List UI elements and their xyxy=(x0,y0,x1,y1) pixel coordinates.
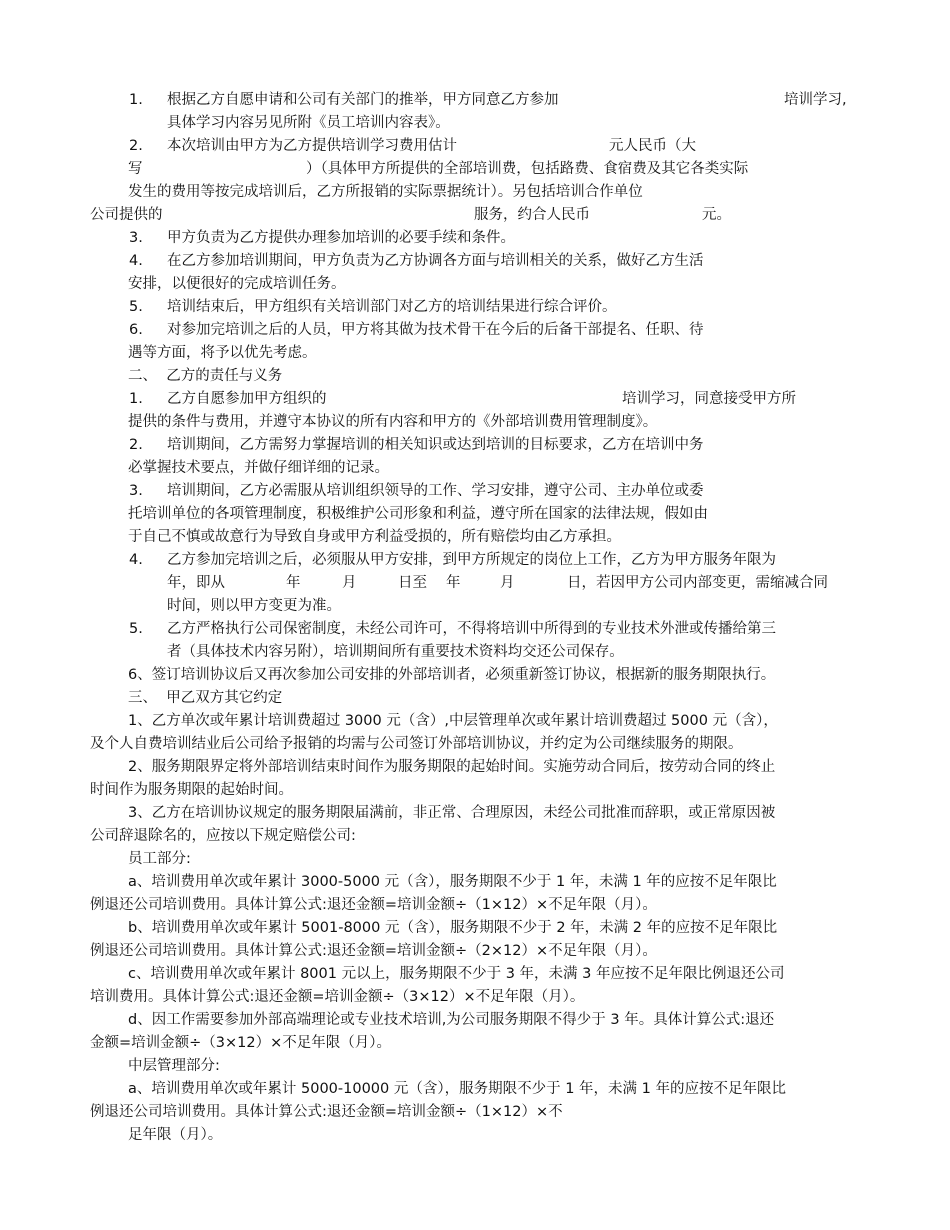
item-number: 2. xyxy=(129,437,143,453)
paragraph-line: 培训期间，乙方必需服从培训组织领导的工作、学习安排，遵守公司、主办单位或委 xyxy=(167,483,704,499)
item-number: 6. xyxy=(129,322,143,338)
paragraph-line: c、培训费用单次或年累计 8001 元以上，服务期限不少于 3 年，未满 3 年应按不足年限比例退还公司 xyxy=(128,966,785,982)
item-number: 5. xyxy=(129,621,143,637)
item-number: 4. xyxy=(129,552,143,568)
section-heading: 二、 乙方的责任与义务 xyxy=(128,368,283,384)
paragraph-line: a、培训费用单次或年累计 3000-5000 元（含），服务期限不少于 1 年，未满 1 年的应按不足年限比 xyxy=(128,874,777,890)
subsection-heading: 员工部分: xyxy=(128,851,191,867)
paragraph-line: 遇等方面，将予以优先考虑。 xyxy=(128,345,317,361)
paragraph-line: 日，若因甲方公司内部变更，需缩减合同 xyxy=(567,575,828,591)
paragraph-line: 1、乙方单次或年累计培训费超过 3000 元（含）,中层管理单次或年累计培训费超过 5000 元（含）， xyxy=(128,713,778,729)
paragraph-line: 例退还公司培训费用。具体计算公式:退还金额=培训金额÷（1×12）×不 xyxy=(90,1104,563,1120)
paragraph-line: b、培训费用单次或年累计 5001-8000 元（含），服务期限不少于 2 年，未满 2 年的应按不足年限比 xyxy=(128,920,778,936)
paragraph-line: 月 xyxy=(342,575,357,591)
paragraph-line: 元。 xyxy=(702,207,731,223)
paragraph-line: 元人民币（大 xyxy=(609,138,696,154)
item-number: 3. xyxy=(129,230,143,246)
item-number: 1. xyxy=(129,92,143,108)
paragraph-line: 在乙方参加培训期间，甲方负责为乙方协调各方面与培训相关的关系，做好乙方生活 xyxy=(167,253,704,269)
paragraph-line: 服务，约合人民币 xyxy=(474,207,590,223)
item-number: 2. xyxy=(129,138,143,154)
paragraph-line: 年，即从 xyxy=(167,575,225,591)
paragraph-line: 必掌握技术要点，并做仔细详细的记录。 xyxy=(128,460,389,476)
paragraph-line: 时间作为服务期限的起始时间。 xyxy=(90,782,293,798)
paragraph-line: 及个人自费培训结业后公司给予报销的均需与公司签订外部培训协议，并约定为公司继续服务的期限。 xyxy=(90,736,743,752)
paragraph-line: 乙方参加完培训之后，必须服从甲方安排，到甲方所规定的岗位上工作，乙方为甲方服务年限为 xyxy=(167,552,776,568)
paragraph-line: 培训学习, xyxy=(784,92,847,108)
paragraph-line: 写 xyxy=(128,161,143,177)
subsection-heading: 中层管理部分: xyxy=(128,1058,220,1074)
paragraph-line: 提供的条件与费用，并遵守本协议的所有内容和甲方的《外部培训费用管理制度》。 xyxy=(128,414,658,430)
paragraph-line: 月 xyxy=(500,575,515,591)
paragraph-line: 乙方严格执行公司保密制度，未经公司许可，不得将培训中所得到的专业技术外泄或传播给第三 xyxy=(167,621,776,637)
paragraph-line: 托培训单位的各项管理制度，积极维护公司形象和利益，遵守所在国家的法律法规，假如由 xyxy=(128,506,708,522)
paragraph-line: 甲方负责为乙方提供办理参加培训的必要手续和条件。 xyxy=(167,230,515,246)
paragraph-line: 时间，则以甲方变更为准。 xyxy=(167,598,341,614)
item-number: 4. xyxy=(129,253,143,269)
paragraph-line: 例退还公司培训费用。具体计算公式:退还金额=培训金额÷（2×12）×不足年限（月）。 xyxy=(90,943,657,959)
paragraph-line: 金额=培训金额÷（3×12）×不足年限（月）。 xyxy=(90,1035,392,1051)
paragraph-line: 培训期间，乙方需努力掌握培训的相关知识或达到培训的目标要求，乙方在培训中务 xyxy=(167,437,704,453)
paragraph-line: 年 xyxy=(446,575,461,591)
paragraph-line: 对参加完培训之后的人员，甲方将其做为技术骨干在今后的后备干部提名、任职、待 xyxy=(167,322,704,338)
item-number: 5. xyxy=(129,299,143,315)
section-heading: 三、 甲乙双方其它约定 xyxy=(128,690,283,706)
paragraph-line: 发生的费用等按完成培训后，乙方所报销的实际票据统计）。另包括培训合作单位 xyxy=(128,184,643,200)
paragraph-line: 公司提供的 xyxy=(90,207,163,223)
paragraph-line: 2、服务期限界定将外部培训结束时间作为服务期限的起始时间。实施劳动合同后，按劳动合同的终止 xyxy=(128,759,776,775)
paragraph-line: 培训费用。具体计算公式:退还金额=培训金额÷（3×12）×不足年限（月）。 xyxy=(90,989,585,1005)
paragraph-line: 足年限（月）。 xyxy=(128,1127,223,1143)
paragraph-line: 6、签订培训协议后又再次参加公司安排的外部培训者，必须重新签订协议，根据新的服务期限执行。 xyxy=(128,667,776,683)
paragraph-line: a、培训费用单次或年累计 5000-10000 元（含），服务期限不少于 1 年，未满 1 年的应按不足年限比 xyxy=(128,1081,786,1097)
paragraph-line: 乙方自愿参加甲方组织的 xyxy=(167,391,327,407)
paragraph-line: d、因工作需要参加外部高端理论或专业技术培训,为公司服务期限不得少于 3 年。具体计算公式:退还 xyxy=(128,1012,775,1028)
paragraph-line: 于自己不慎或故意行为导致自身或甲方利益受损的，所有赔偿均由乙方承担。 xyxy=(128,529,621,545)
paragraph-line: 例退还公司培训费用。具体计算公式:退还金额=培训金额÷（1×12）×不足年限（月）。 xyxy=(90,897,657,913)
paragraph-line: 具体学习内容另见所附《员工培训内容表》。 xyxy=(167,115,450,131)
paragraph-line: 本次培训由甲方为乙方提供培训学习费用估计 xyxy=(167,138,457,154)
paragraph-line: ）（具体甲方所提供的全部培训费，包括路费、食宿费及其它各类实际 xyxy=(306,161,749,177)
paragraph-line: 公司辞退除名的，应按以下规定赔偿公司: xyxy=(90,828,356,844)
paragraph-line: 日至 xyxy=(398,575,427,591)
paragraph-line: 培训结束后，甲方组织有关培训部门对乙方的培训结果进行综合评价。 xyxy=(167,299,617,315)
paragraph-line: 安排，以便很好的完成培训任务。 xyxy=(128,276,346,292)
paragraph-line: 根据乙方自愿申请和公司有关部门的推举，甲方同意乙方参加 xyxy=(167,92,559,108)
paragraph-line: 3、乙方在培训协议规定的服务期限届满前，非正常、合理原因，未经公司批准而辞职，或正常原因被 xyxy=(128,805,776,821)
paragraph-line: 年 xyxy=(286,575,301,591)
paragraph-line: 培训学习，同意接受甲方所 xyxy=(622,391,796,407)
item-number: 3. xyxy=(129,483,143,499)
paragraph-line: 者（具体技术内容另附），培训期间所有重要技术资料均交还公司保存。 xyxy=(167,644,624,660)
item-number: 1. xyxy=(129,391,143,407)
